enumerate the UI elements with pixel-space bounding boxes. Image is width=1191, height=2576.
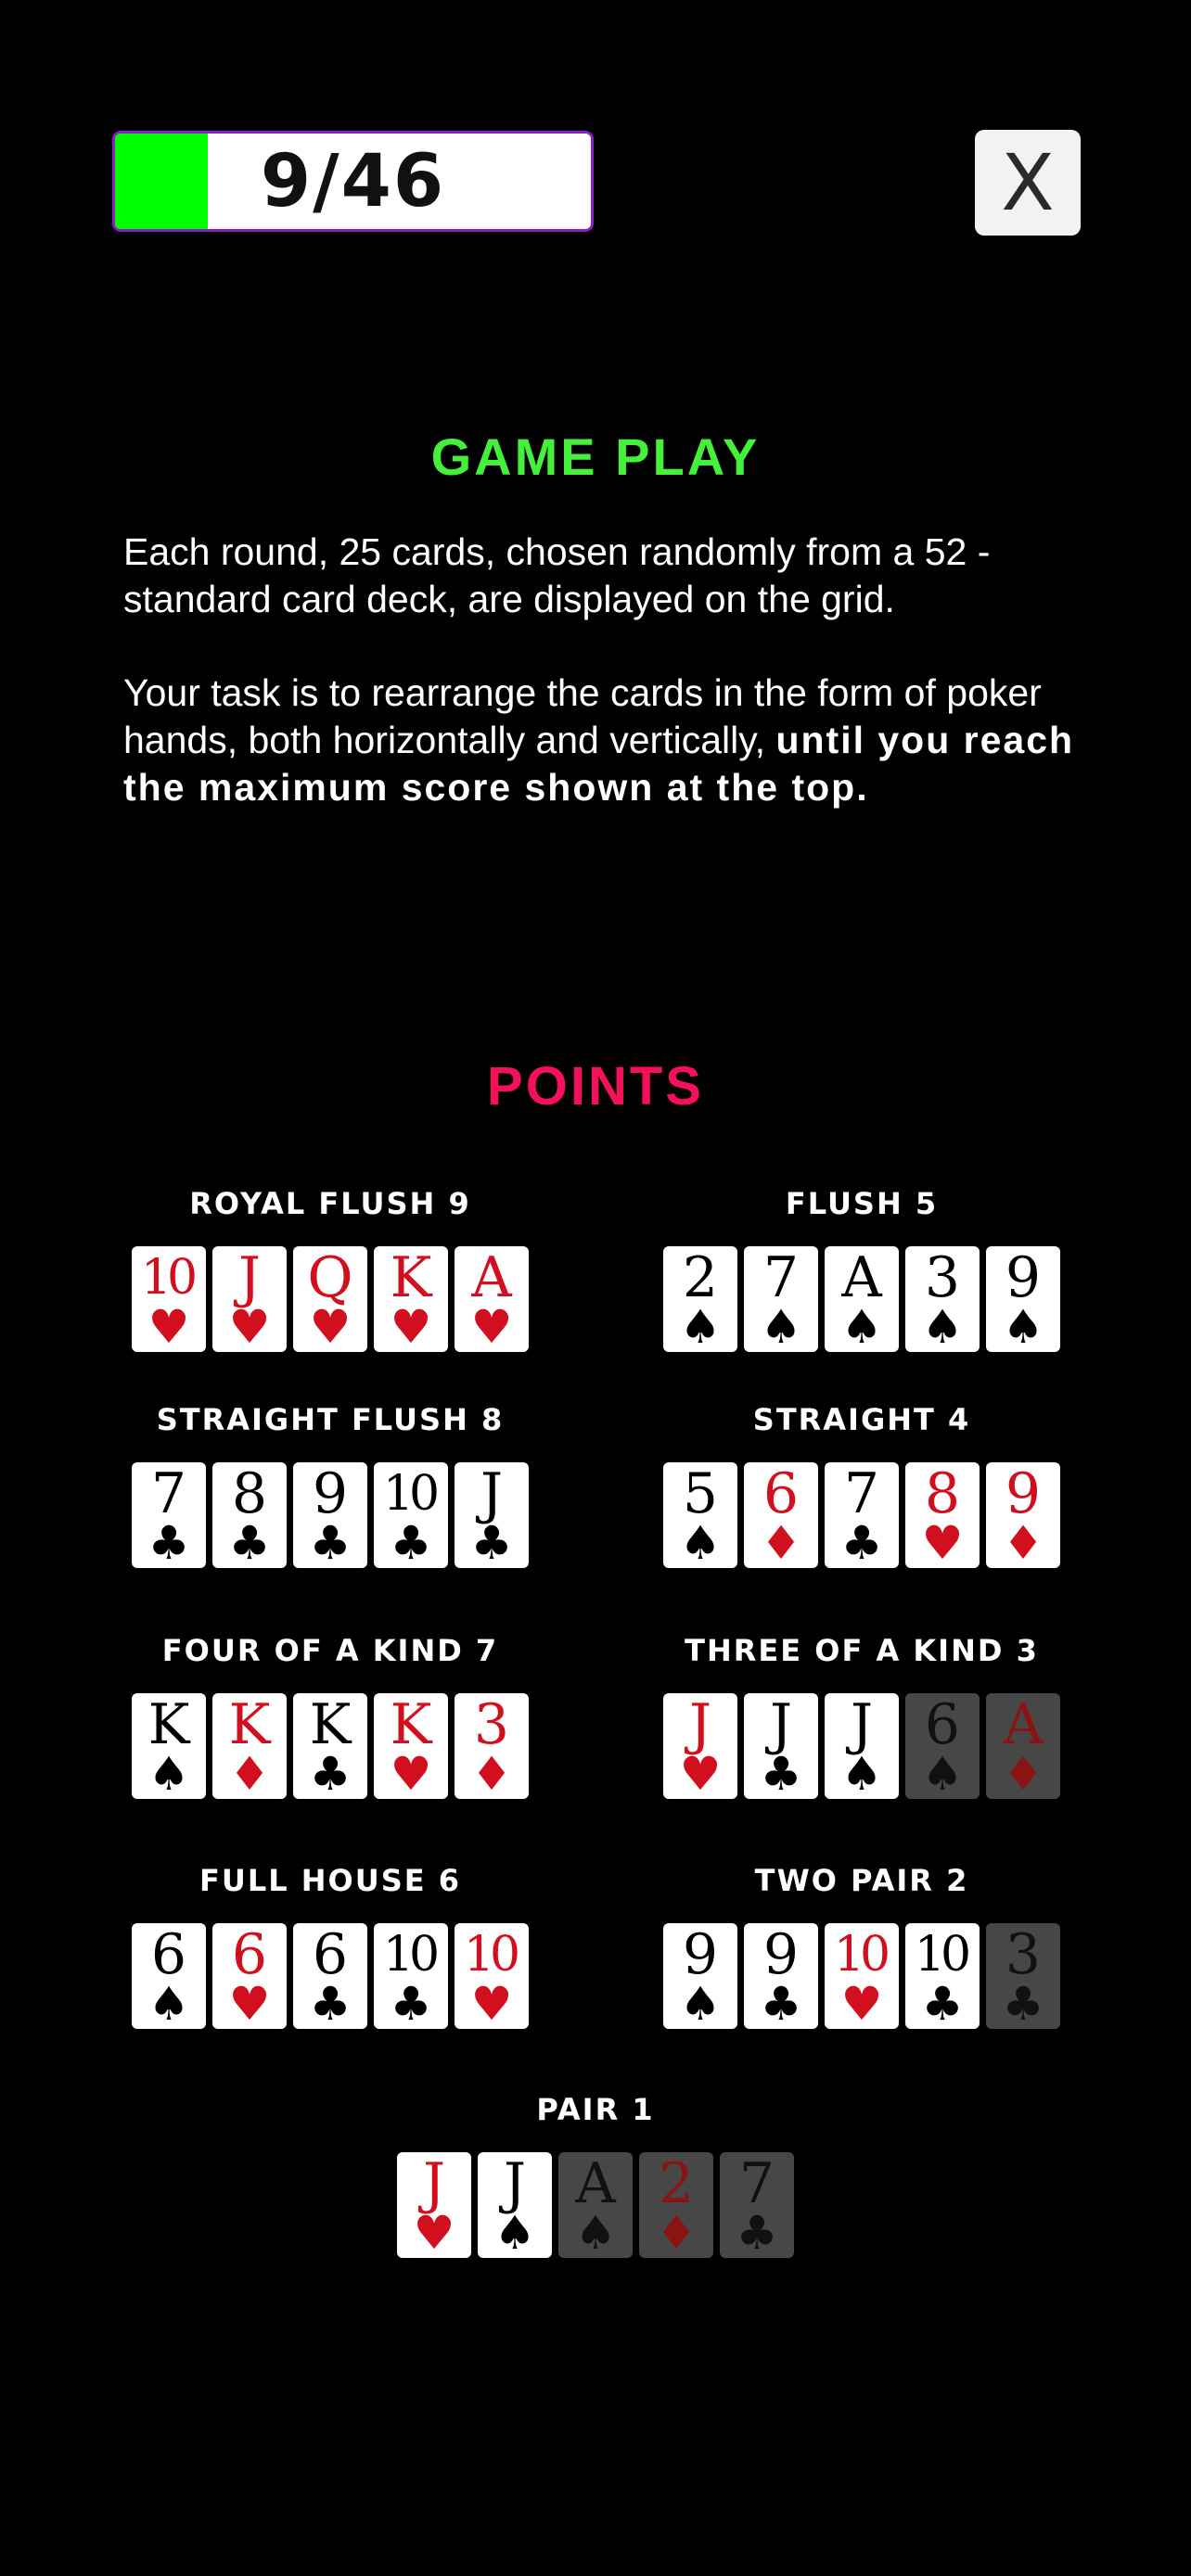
playing-card — [374, 1246, 448, 1352]
playing-card — [825, 1246, 899, 1352]
card-suit-icon: ♥ — [390, 1300, 432, 1354]
playing-card — [455, 1462, 529, 1568]
card-rank: 6 — [150, 1922, 187, 1987]
card-rank: A — [575, 2151, 616, 2216]
playing-card — [825, 1923, 899, 2029]
playing-card — [744, 1693, 818, 1799]
card-suit-icon: ♣ — [147, 1516, 190, 1570]
card-rank: 10 — [382, 1927, 436, 1983]
hand-straight — [662, 1401, 1061, 1568]
score-progress-bar — [112, 131, 594, 232]
playing-card — [639, 2152, 713, 2258]
hand-label: FOUR OF A KIND 7 — [161, 1633, 499, 1668]
card-rank: J — [422, 2151, 446, 2216]
playing-card — [132, 1462, 206, 1568]
playing-card — [293, 1462, 367, 1568]
card-row — [131, 1923, 530, 2029]
card-rank: 6 — [312, 1922, 349, 1987]
card-rank: K — [390, 1692, 432, 1757]
card-suit-icon: ♠ — [840, 1747, 883, 1801]
playing-card — [374, 1923, 448, 2029]
playing-card — [905, 1246, 980, 1352]
card-suit-icon: ♠ — [679, 1516, 722, 1570]
card-rank: 9 — [312, 1461, 349, 1526]
playing-card — [905, 1693, 980, 1799]
playing-card — [905, 1462, 980, 1568]
card-suit-icon: ♥ — [921, 1516, 964, 1570]
card-suit-icon: ♠ — [147, 1977, 190, 2031]
card-rank: 9 — [1005, 1245, 1042, 1310]
card-suit-icon: ♦ — [228, 1747, 271, 1801]
card-row — [662, 1693, 1061, 1799]
card-rank: 3 — [924, 1245, 961, 1310]
card-rank: J — [503, 2151, 527, 2216]
card-rank: 7 — [150, 1461, 187, 1526]
playing-card — [825, 1693, 899, 1799]
card-suit-icon: ♦ — [760, 1516, 802, 1570]
card-rank: 6 — [231, 1922, 268, 1987]
game-play-title: GAME PLAY — [430, 427, 761, 486]
playing-card — [212, 1923, 287, 2029]
card-rank: 9 — [1005, 1461, 1042, 1526]
playing-card — [293, 1923, 367, 2029]
playing-card — [132, 1246, 206, 1352]
playing-card — [744, 1462, 818, 1568]
card-suit-icon: ♠ — [760, 1300, 802, 1354]
hand-label: THREE OF A KIND 3 — [685, 1633, 1039, 1668]
card-rank: 3 — [1005, 1922, 1042, 1987]
hand-flush — [662, 1185, 1061, 1352]
card-suit-icon: ♠ — [840, 1300, 883, 1354]
card-row — [131, 1462, 530, 1568]
card-rank: J — [237, 1245, 262, 1310]
card-rank: 6 — [762, 1461, 800, 1526]
playing-card — [663, 1462, 737, 1568]
playing-card — [455, 1693, 529, 1799]
card-suit-icon: ♣ — [1002, 1977, 1044, 2031]
card-suit-icon: ♠ — [679, 1300, 722, 1354]
card-suit-icon: ♥ — [228, 1977, 271, 2031]
hand-label: STRAIGHT FLUSH 8 — [156, 1402, 505, 1437]
card-suit-icon: ♣ — [309, 1747, 352, 1801]
paragraph-2-text: Your task is to rearrange the cards in the form of poker hands, both horizontally and vertically, — [123, 671, 1042, 761]
card-rank: 7 — [843, 1461, 880, 1526]
card-rank: J — [769, 1692, 793, 1757]
card-suit-icon: ♥ — [147, 1300, 190, 1354]
card-rank: K — [309, 1692, 352, 1757]
card-rank: 9 — [762, 1922, 800, 1987]
card-suit-icon: ♠ — [679, 1977, 722, 2031]
playing-card — [455, 1246, 529, 1352]
card-row — [662, 1462, 1061, 1568]
card-rank: J — [688, 1692, 712, 1757]
card-rank: A — [1003, 1692, 1044, 1757]
card-rank: 10 — [382, 1466, 436, 1522]
card-rank: 2 — [682, 1245, 719, 1310]
hand-four-of-a-kind — [131, 1632, 530, 1799]
card-rank: Q — [307, 1245, 353, 1310]
card-rank: 10 — [463, 1927, 517, 1983]
playing-card — [212, 1462, 287, 1568]
card-suit-icon: ♣ — [736, 2206, 778, 2260]
hand-pair — [396, 2091, 795, 2258]
playing-card — [455, 1923, 529, 2029]
card-rank: 5 — [682, 1461, 719, 1526]
card-suit-icon: ♥ — [309, 1300, 352, 1354]
card-rank: 8 — [924, 1461, 961, 1526]
card-rank: 8 — [231, 1461, 268, 1526]
card-suit-icon: ♣ — [309, 1516, 352, 1570]
playing-card — [293, 1246, 367, 1352]
card-suit-icon: ♣ — [760, 1747, 802, 1801]
card-suit-icon: ♥ — [228, 1300, 271, 1354]
card-rank: 10 — [833, 1927, 887, 1983]
hand-royal-flush — [131, 1185, 530, 1352]
card-suit-icon: ♥ — [840, 1977, 883, 2031]
game-play-paragraph-2 — [123, 670, 1088, 811]
points-title: POINTS — [487, 1056, 704, 1116]
playing-card — [663, 1693, 737, 1799]
paragraph-2-end: . — [856, 766, 869, 809]
card-rank: K — [228, 1692, 271, 1757]
hand-straight-flush — [131, 1401, 530, 1568]
card-suit-icon: ♣ — [390, 1516, 432, 1570]
card-rank: 10 — [140, 1250, 194, 1306]
card-rank: 3 — [473, 1692, 510, 1757]
card-row — [662, 1923, 1061, 2029]
playing-card — [986, 1246, 1060, 1352]
card-suit-icon: ♠ — [493, 2206, 536, 2260]
hand-label: TWO PAIR 2 — [754, 1863, 969, 1898]
game-play-paragraph-1: Each round, 25 cards, chosen randomly from a 52 - standard card deck, are displayed on the grid. — [123, 530, 991, 620]
card-suit-icon: ♠ — [921, 1300, 964, 1354]
card-suit-icon: ♥ — [470, 1300, 513, 1354]
card-rank: J — [850, 1692, 874, 1757]
playing-card — [986, 1693, 1060, 1799]
playing-card — [212, 1693, 287, 1799]
card-row — [662, 1246, 1061, 1352]
card-rank: K — [147, 1692, 190, 1757]
card-suit-icon: ♣ — [309, 1977, 352, 2031]
playing-card — [374, 1693, 448, 1799]
hand-label: PAIR 1 — [536, 2092, 655, 2127]
card-rank: A — [471, 1245, 512, 1310]
playing-card — [397, 2152, 471, 2258]
playing-card — [663, 1923, 737, 2029]
card-suit-icon: ♦ — [470, 1747, 513, 1801]
card-suit-icon: ♠ — [147, 1747, 190, 1801]
playing-card — [293, 1693, 367, 1799]
card-row — [396, 2152, 795, 2258]
card-rank: J — [480, 1461, 504, 1526]
card-suit-icon: ♦ — [1002, 1516, 1044, 1570]
close-button[interactable]: X — [975, 130, 1081, 236]
card-rank: 7 — [762, 1245, 800, 1310]
playing-card — [905, 1923, 980, 2029]
card-suit-icon: ♣ — [470, 1516, 513, 1570]
playing-card — [744, 1923, 818, 2029]
card-suit-icon: ♥ — [679, 1747, 722, 1801]
card-suit-icon: ♣ — [390, 1977, 432, 2031]
card-rank: 2 — [658, 2151, 695, 2216]
playing-card — [825, 1462, 899, 1568]
score-text: 9/46 — [260, 139, 446, 223]
playing-card — [663, 1246, 737, 1352]
card-rank: 6 — [924, 1692, 961, 1757]
hand-two-pair — [662, 1862, 1061, 2029]
hand-label: FLUSH 5 — [785, 1186, 939, 1221]
playing-card — [986, 1462, 1060, 1568]
card-suit-icon: ♣ — [760, 1977, 802, 2031]
card-suit-icon: ♣ — [840, 1516, 883, 1570]
playing-card — [132, 1923, 206, 2029]
card-rank: 10 — [914, 1927, 967, 1983]
card-suit-icon: ♠ — [1002, 1300, 1044, 1354]
card-rank: 7 — [738, 2151, 775, 2216]
card-suit-icon: ♠ — [921, 1747, 964, 1801]
card-row — [131, 1246, 530, 1352]
card-suit-icon: ♥ — [470, 1977, 513, 2031]
paragraph-2-bold-text: until you reach the maximum score shown at the top — [123, 719, 1075, 809]
card-rank: K — [390, 1245, 432, 1310]
playing-card — [478, 2152, 552, 2258]
hand-label: ROYAL FLUSH 9 — [189, 1186, 471, 1221]
playing-card — [212, 1246, 287, 1352]
playing-card — [720, 2152, 794, 2258]
card-suit-icon: ♦ — [1002, 1747, 1044, 1801]
playing-card — [986, 1923, 1060, 2029]
card-suit-icon: ♥ — [413, 2206, 455, 2260]
card-suit-icon: ♣ — [228, 1516, 271, 1570]
card-rank: A — [841, 1245, 882, 1310]
playing-card — [558, 2152, 633, 2258]
playing-card — [744, 1246, 818, 1352]
card-suit-icon: ♣ — [921, 1977, 964, 2031]
playing-card — [374, 1462, 448, 1568]
hand-three-of-a-kind — [662, 1632, 1061, 1799]
hand-label: FULL HOUSE 6 — [198, 1863, 462, 1898]
playing-card — [132, 1693, 206, 1799]
card-suit-icon: ♠ — [574, 2206, 617, 2260]
hand-label: STRAIGHT 4 — [752, 1402, 971, 1437]
card-rank: 9 — [682, 1922, 719, 1987]
hand-full-house — [131, 1862, 530, 2029]
card-row — [131, 1693, 530, 1799]
card-suit-icon: ♦ — [655, 2206, 698, 2260]
card-suit-icon: ♥ — [390, 1747, 432, 1801]
